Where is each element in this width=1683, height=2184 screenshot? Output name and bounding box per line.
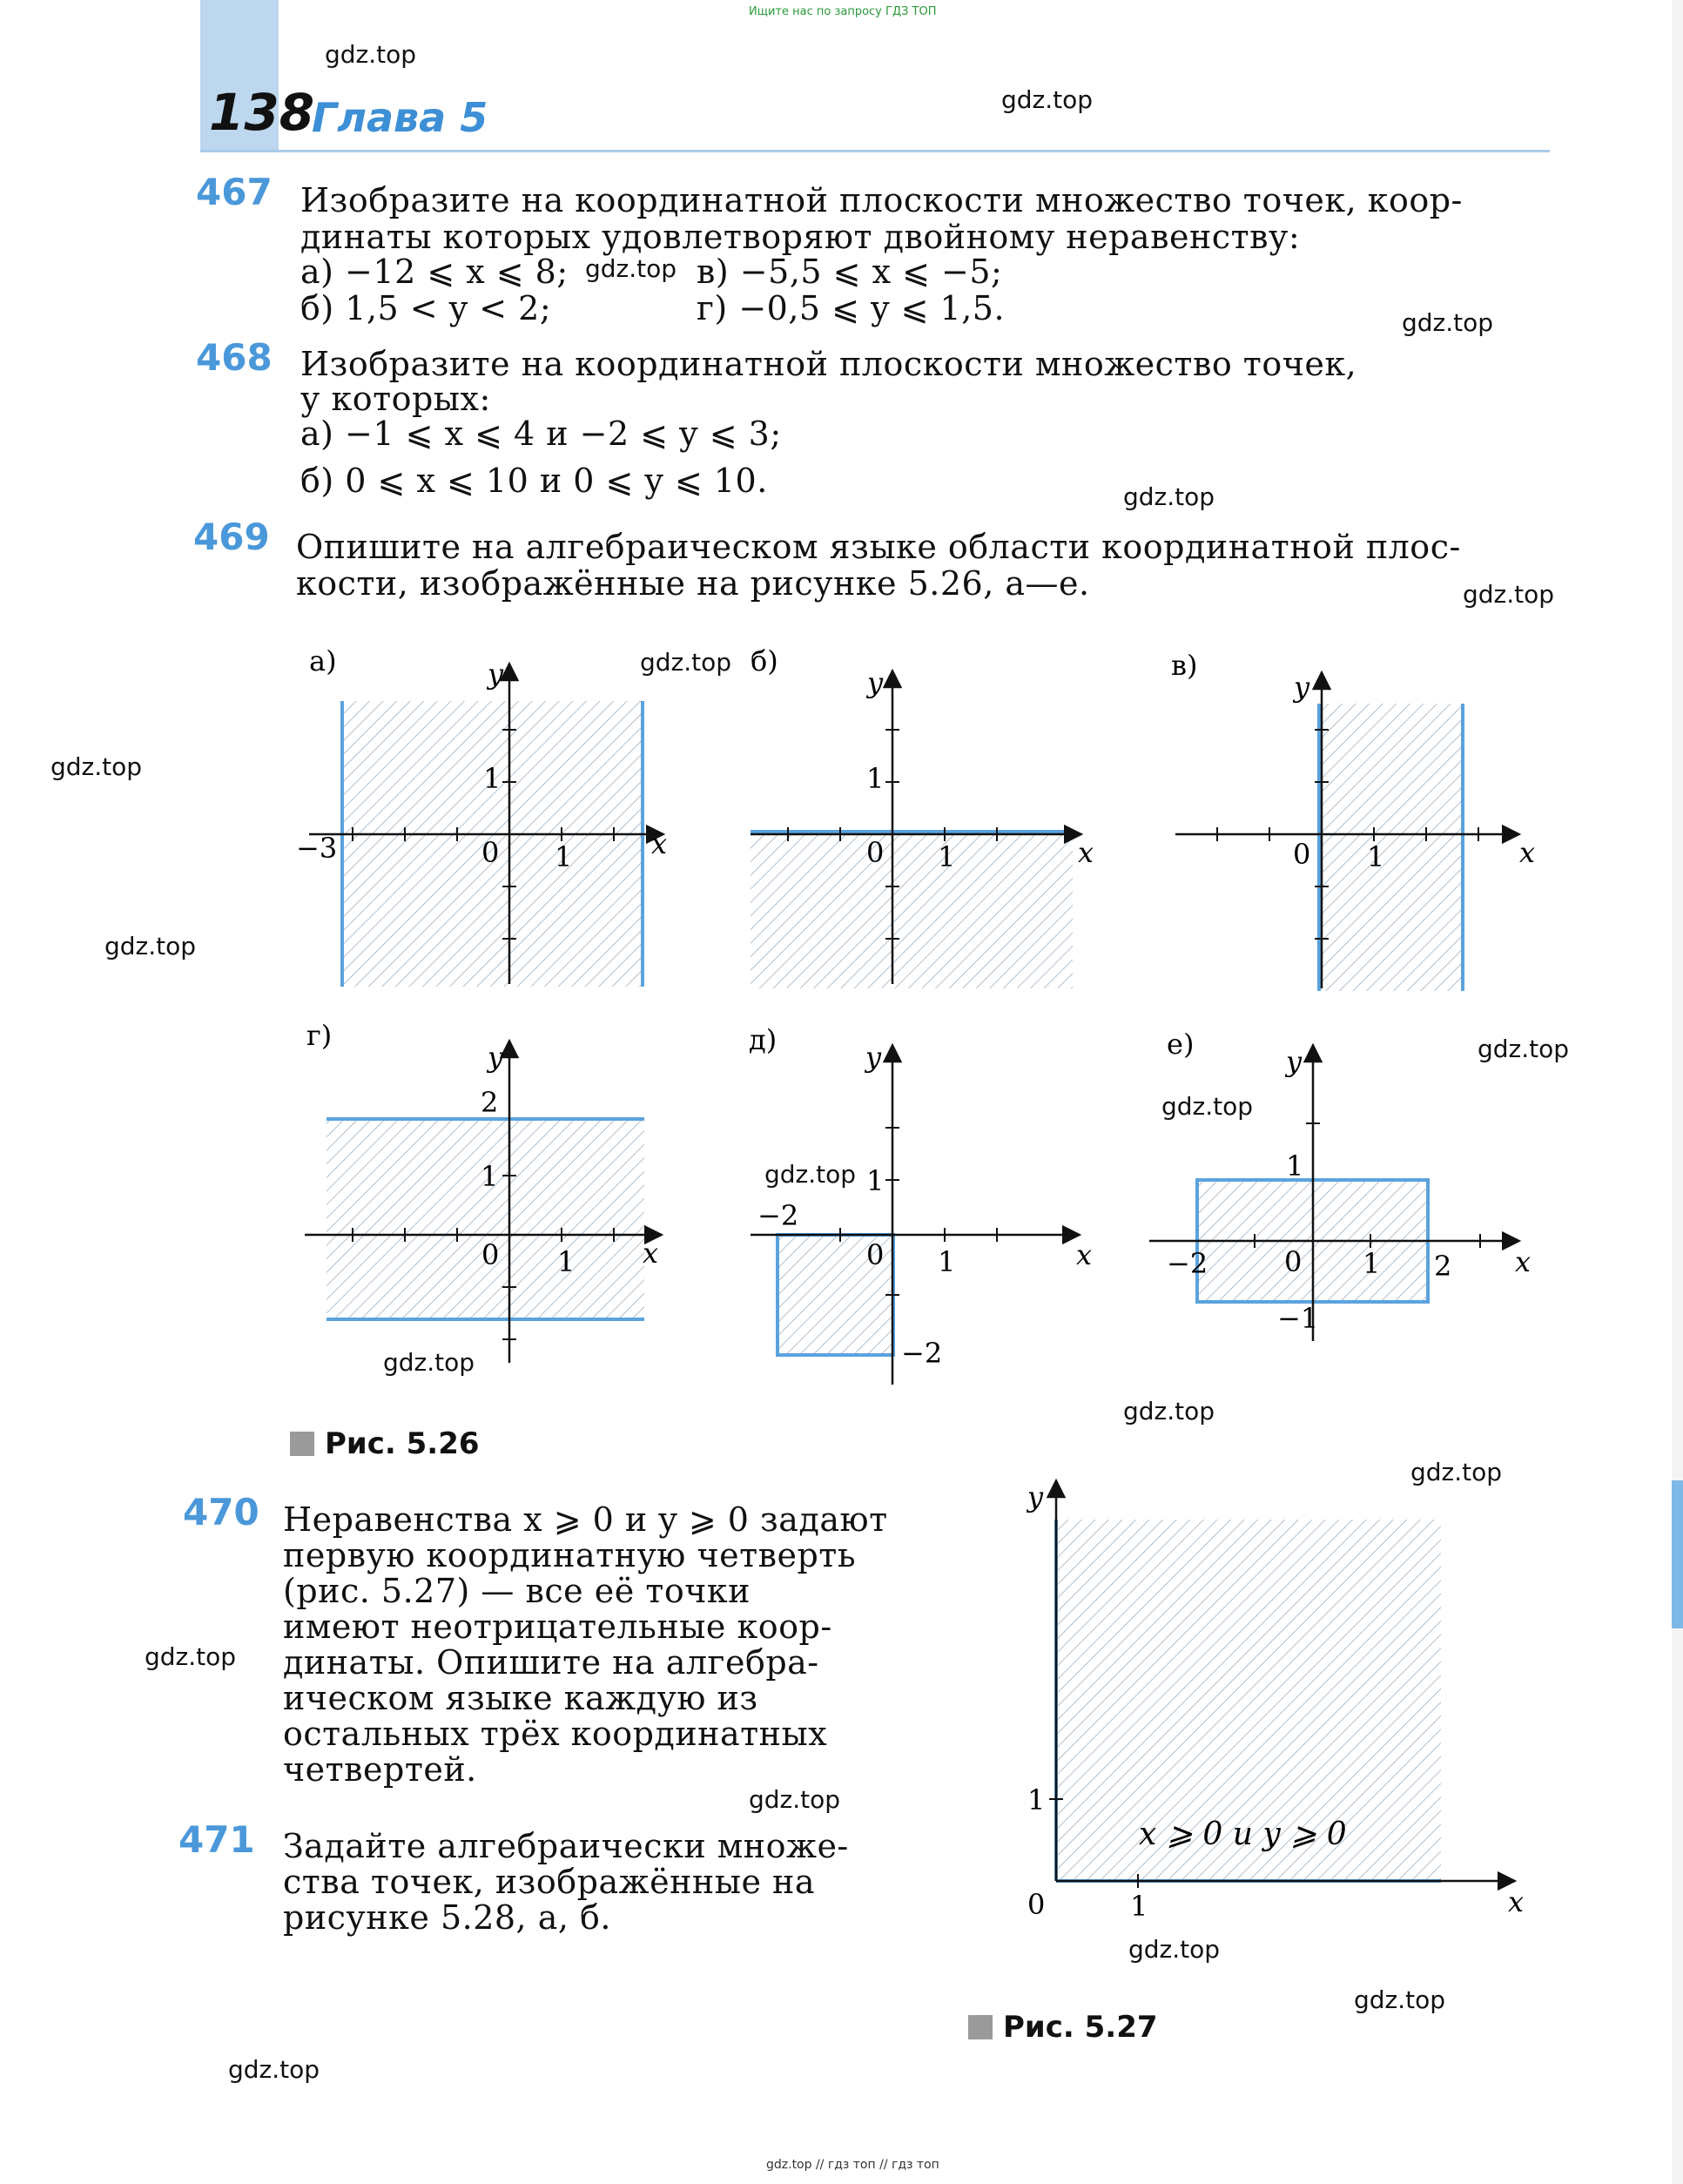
exercise-text: кости, изображённые на рисунке 5.26, а—е. <box>296 564 1090 603</box>
page-number: 138 <box>209 83 315 142</box>
exercise-text: ическом языке каждую из <box>283 1679 758 1717</box>
tick-label: 1 <box>1027 1783 1046 1817</box>
shaded-region <box>327 1119 644 1319</box>
tick-label: 1 <box>1367 840 1385 873</box>
exercise-text: Неравенства x ⩾ 0 и y ⩾ 0 задают <box>283 1500 888 1539</box>
bottom-note: gdz.top // гдз топ // гдз топ <box>766 2158 939 2172</box>
tick-label: 1 <box>866 762 885 795</box>
caption-marker <box>290 1432 314 1456</box>
axis-label-y: y <box>488 1041 504 1074</box>
watermark: gdz.top <box>749 1785 841 1814</box>
watermark: gdz.top <box>1402 308 1494 337</box>
exercise-text: (рис. 5.27) — все её точки <box>283 1572 751 1610</box>
tick-label: −1 <box>1277 1302 1319 1335</box>
graph-label: б) <box>751 644 778 677</box>
exercise-text: первую координатную четверть <box>283 1536 857 1574</box>
watermark: gdz.top <box>1161 1092 1254 1121</box>
axis-label-y: y <box>1294 671 1310 704</box>
tick-label: 1 <box>557 1245 576 1278</box>
tick-label: 0 <box>1027 1888 1046 1921</box>
axis-label-y: y <box>1286 1045 1303 1078</box>
watermark: gdz.top <box>145 1642 237 1671</box>
exercise-number: 467 <box>196 171 273 213</box>
graph-label: г) <box>306 1019 333 1052</box>
tick-label: 0 <box>481 836 500 869</box>
exercise-number: 470 <box>183 1491 259 1534</box>
graph-label: в) <box>1171 649 1198 682</box>
tick-label: 1 <box>938 1245 956 1278</box>
exercise-text: имеют неотрицательные коор- <box>283 1608 832 1646</box>
watermark: gdz.top <box>640 648 732 677</box>
axis-label-y: y <box>488 657 504 691</box>
tick-label: 0 <box>866 836 885 869</box>
exercise-text: Изобразите на координатной плоскости множество точек, коор- <box>300 181 1463 219</box>
watermark: gdz.top <box>104 932 197 961</box>
graph-label: д) <box>749 1023 778 1056</box>
axis-label-x: x <box>643 1237 659 1270</box>
figure-caption: Рис. 5.27 <box>968 2010 1158 2045</box>
figure-5-27 <box>1026 1480 1524 1923</box>
tick-label: 1 <box>555 840 573 873</box>
watermark: gdz.top <box>1354 1985 1446 2014</box>
exercise-number: 468 <box>196 336 273 379</box>
top-note: Ищите нас по запросу ГДЗ ТОП <box>749 5 937 18</box>
axis-label-x: x <box>1515 1245 1532 1278</box>
exercise-text: рисунке 5.28, а, б. <box>283 1898 611 1937</box>
tick-label: 1 <box>481 1160 499 1193</box>
exercise-item: г) −0,5 ⩽ y ⩽ 1,5. <box>697 289 1006 327</box>
exercise-item: в) −5,5 ⩽ x ⩽ −5; <box>697 253 1003 291</box>
tick-label: 2 <box>1434 1250 1452 1283</box>
tick-label: −2 <box>1167 1247 1208 1280</box>
watermark: gdz.top <box>1478 1035 1570 1063</box>
exercise-text: Опишите на алгебраическом языке области координатной плос- <box>296 528 1461 566</box>
tick-label: 1 <box>866 1164 885 1197</box>
tick-label: 1 <box>938 840 956 873</box>
exercise-text: Изобразите на координатной плоскости множество точек, <box>300 345 1357 383</box>
chapter-title: Глава 5 <box>312 94 488 141</box>
exercise-number: 469 <box>193 516 270 558</box>
watermark: gdz.top <box>1463 580 1555 609</box>
tick-label: 0 <box>481 1238 500 1271</box>
graph-v <box>1171 649 1535 991</box>
exercise-item: а) −12 ⩽ x ⩽ 8; <box>300 253 569 291</box>
exercise-text: динаты которых удовлетворяют двойному неравенству: <box>300 218 1301 256</box>
tick-label: 1 <box>483 762 502 795</box>
exercise-text: у которых: <box>300 380 491 418</box>
axis-label-x: x <box>1076 1238 1093 1271</box>
caption-marker <box>968 2015 993 2039</box>
tick-label: 0 <box>1293 838 1311 871</box>
exercise-item: б) 0 ⩽ x ⩽ 10 и 0 ⩽ y ⩽ 10. <box>300 462 768 500</box>
watermark: gdz.top <box>383 1348 475 1377</box>
watermark: gdz.top <box>50 752 143 781</box>
watermark: gdz.top <box>1123 1397 1215 1426</box>
graph-g <box>305 1019 662 1363</box>
watermark: gdz.top <box>764 1160 857 1189</box>
graph-d <box>749 1023 1092 1385</box>
tick-label: 1 <box>1363 1247 1381 1280</box>
tick-label: 1 <box>1286 1149 1304 1183</box>
graph-b <box>751 644 1094 988</box>
watermark: gdz.top <box>325 40 417 69</box>
tick-label: −2 <box>901 1337 943 1370</box>
graph-label: а) <box>309 644 337 677</box>
tick-label: 0 <box>866 1238 885 1271</box>
tick-label: −2 <box>757 1199 799 1232</box>
axis-label-y: y <box>865 1041 882 1074</box>
tick-label: 1 <box>1130 1890 1148 1923</box>
exercise-text: остальных трёх координатных <box>283 1715 828 1753</box>
axis-label-x: x <box>1508 1885 1525 1918</box>
exercise-text: динаты. Опишите на алгебра- <box>283 1643 819 1682</box>
exercise-item: б) 1,5 < y < 2; <box>300 289 552 327</box>
watermark: gdz.top <box>1128 1935 1221 1964</box>
graph-label: е) <box>1167 1028 1195 1061</box>
axis-label-y: y <box>1027 1480 1044 1513</box>
shaded-region <box>1319 704 1463 991</box>
axis-label-y: y <box>867 666 884 699</box>
exercise-text: четвертей. <box>283 1750 477 1789</box>
exercise-text: Задайте алгебраически множе- <box>283 1827 849 1865</box>
watermark: gdz.top <box>1001 85 1094 114</box>
exercise-number: 471 <box>178 1818 255 1861</box>
graph-a <box>296 644 667 987</box>
region-label: x ⩾ 0 и y ⩾ 0 <box>1139 1817 1347 1852</box>
axis-label-x: x <box>1519 836 1536 869</box>
tick-label: −3 <box>296 832 338 865</box>
exercise-text: ства точек, изображённые на <box>283 1863 816 1901</box>
watermark: gdz.top <box>1410 1458 1503 1486</box>
graph-e <box>1149 1028 1531 1341</box>
watermark: gdz.top <box>585 254 677 283</box>
watermark: gdz.top <box>1123 482 1215 511</box>
tick-label: 0 <box>1284 1245 1303 1278</box>
figure-caption: Рис. 5.26 <box>290 1426 480 1461</box>
axis-label-x: x <box>651 827 668 860</box>
exercise-item: а) −1 ⩽ x ⩽ 4 и −2 ⩽ y ⩽ 3; <box>300 415 782 453</box>
shaded-region <box>751 832 1073 988</box>
watermark: gdz.top <box>228 2055 320 2084</box>
axis-label-x: x <box>1078 836 1094 869</box>
tick-label: 2 <box>481 1086 499 1119</box>
